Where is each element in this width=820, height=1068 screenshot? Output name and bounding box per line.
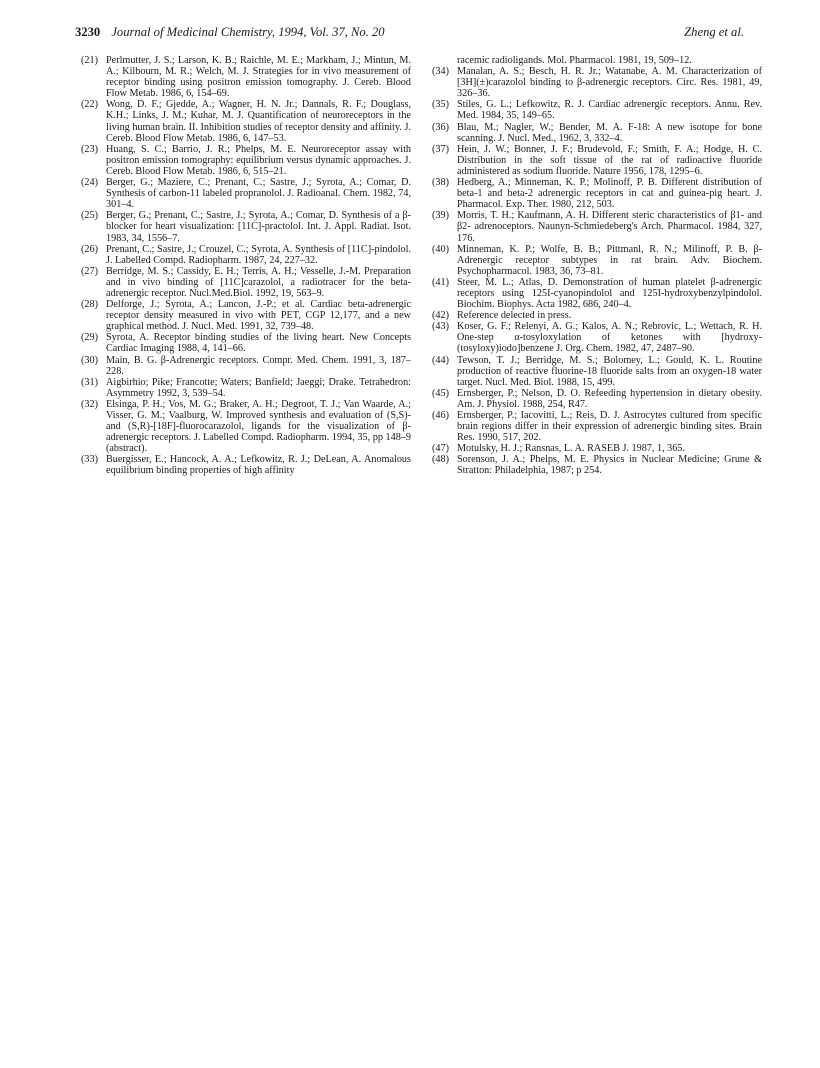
reference-number: (44)	[432, 354, 449, 366]
reference-number: (22)	[81, 99, 98, 111]
reference-item	[432, 210, 762, 243]
reference-text: Huang, S. C.; Barrio, J. R.; Phelps, M. E. Neuroreceptor assay with positron emission tomography: equilibrium versus dynamic approaches. J. Cereb. Blood Flow Metab. 1986, 6, 515–21.	[106, 143, 411, 177]
reference-number: (37)	[432, 143, 449, 155]
reference-text: Tewson, T. J.; Berridge, M. S.; Bolomey, L.; Gould, K. L. Routine production of reactive fluorine-18 fluoride salts from an oxygen-18 water target. Nucl. Med. Biol. 1988, 15, 499.	[457, 354, 762, 388]
reference-continuation: racemic radioligands. Mol. Pharmacol. 1981, 19, 509–12.	[457, 55, 692, 66]
reference-text: Morris, T. H.; Kaufmann, A. H. Different steric characteristics of β1- and β2- adrenoceptors. Naunyn-Schmiedeberg's Arch. Pharmacol. 1984, 327, 176.	[457, 210, 762, 244]
reference-number: (30)	[81, 354, 98, 366]
reference-text: Syrota, A. Receptor binding studies of the living heart. New Concepts Cardiac Imaging 1988, 4, 141–66.	[106, 332, 411, 355]
reference-number: (26)	[81, 243, 98, 255]
reference-item	[432, 310, 762, 321]
reference-number: (33)	[81, 454, 98, 466]
reference-item	[81, 210, 411, 243]
reference-number: (35)	[432, 99, 449, 111]
reference-item	[81, 266, 411, 299]
reference-text: Berger, G.; Prenant, C.; Sastre, J.; Syrota, A.; Comar, D. Synthesis of a β-blocker for heart visualization: [11C]-practolol. Int. J. Appl. Radiat. Isot. 1983, 34, 1556–7.	[106, 210, 411, 244]
reference-number: (23)	[81, 143, 98, 155]
reference-number: (39)	[432, 210, 449, 222]
reference-number: (43)	[432, 321, 449, 333]
reference-item	[432, 144, 762, 177]
reference-item	[432, 410, 762, 443]
reference-text: Koser, G. F.; Relenyi, A. G.; Kalos, A. N.; Rebrovic, L.; Wettach, R. H. One-step α-tosyloxylation of ketones with [hydroxy-(tosyloxy)iodo]benzene J. Org. Chem. 1982, 47, 2487–90.	[457, 321, 762, 355]
reference-item	[432, 66, 762, 99]
reference-item	[81, 399, 411, 454]
reference-text: Steer, M. L.; Atlas, D. Demonstration of human platelet β-adrenergic receptors using 125I-cyanopindolol and 125I-hydroxybenzylpindolol. Biochim. Biophys. Acta 1982, 686, 240–4.	[457, 276, 762, 311]
reference-item	[432, 277, 762, 310]
reference-number: (21)	[81, 55, 98, 66]
reference-text: Perlmutter, J. S.; Larson, K. B.; Raichle, M. E.; Markham, J.; Mintun, M. A.; Kilbourn, M. R.; Welch, M. J. Strategies for in vivo measurement of receptor binding using positron emission tomography. J. Cereb. Blood Flow Metab. 1986, 6, 154–69.	[106, 55, 411, 100]
reference-item	[432, 99, 762, 121]
reference-text: Buergisser, E.; Hancock, A. A.; Lefkowitz, R. J.; DeLean, A. Anomalous equilibrium binding properties of high affinity	[106, 454, 411, 477]
reference-text: Hedberg, A.; Minneman, K. P.; Molinoff, P. B. Different distribution of beta-1 and beta-2 adrenergic receptors in cat and guinea-pig heart. J. Pharmacol. Exp. Ther. 1980, 212, 503.	[457, 177, 762, 211]
reference-item	[81, 177, 411, 210]
reference-item	[432, 443, 762, 454]
reference-number: (48)	[432, 454, 449, 466]
reference-number: (25)	[81, 210, 98, 222]
reference-text: Manalan, A. S.; Besch, H. R. Jr.; Watanabe, A. M. Characterization of [3H](±)carazolol binding to β-adrenergic receptors. Circ. Res. 1981, 49, 326–36.	[457, 66, 762, 100]
running-header	[75, 25, 744, 43]
reference-item	[432, 122, 762, 144]
reference-text: Reference delected in press.	[457, 310, 572, 322]
reference-text: Main, B. G. β-Adrenergic receptors. Compr. Med. Chem. 1991, 3, 187–228.	[106, 354, 411, 377]
reference-item	[81, 299, 411, 332]
reference-item	[432, 244, 762, 277]
reference-item	[81, 332, 411, 354]
reference-item	[81, 99, 411, 143]
reference-item	[432, 388, 762, 410]
reference-number: (36)	[432, 121, 449, 133]
reference-item	[432, 177, 762, 210]
reference-number: (28)	[81, 299, 98, 311]
reference-text: Blau, M.; Nagler, W.; Bender, M. A. F-18: A new isotope for bone scanning. J. Nucl. Med., 1962, 3, 332–4.	[457, 121, 762, 144]
reference-item	[432, 454, 762, 476]
reference-item	[81, 377, 411, 399]
reference-text: Minneman, K. P.; Wolfe, B. B.; Pittmanl, R. N.; Milinoff, P. B. β-Adrenergic receptor subtypes in rat brain. Adv. Biochem. Psychopharmacol. 1983, 36, 73–81.	[457, 243, 762, 277]
reference-text: Berridge, M. S.; Cassidy, E. H.; Terris, A. H.; Vesselle, J.-M. Preparation and in vivo binding of [11C]carazolol, a radiotracer for the beta-adrenergic receptor. Nucl.Med.Biol. 1992, 19, 563–9.	[106, 265, 411, 299]
reference-number: (31)	[81, 376, 98, 388]
reference-text: Berger, G.; Maziere, C.; Prenant, C.; Sastre, J.; Syrota, A.; Comar, D. Synthesis of carbon-11 labeled propranolol. J. Radioanal. Chem. 1982, 74, 301–4.	[106, 177, 411, 211]
page-number: 3230	[75, 25, 101, 39]
reference-text: Delforge, J.; Syrota, A.; Lancon, J.-P.; et al. Cardiac beta-adrenergic receptor density measured in vivo with PET, CGP 12,177, and a new graphical method. J. Nucl. Med. 1991, 32, 739–48.	[106, 299, 411, 333]
reference-number: (41)	[432, 276, 449, 288]
reference-item	[81, 55, 411, 99]
reference-text: Aigbirhio; Pike; Francotte; Waters; Banfield; Jaeggi; Drake. Tetrahedron: Asymmetry 1992, 3, 539–54.	[106, 376, 411, 399]
reference-number: (38)	[432, 177, 449, 189]
reference-text: Hein, J. W.; Bonner, J. F.; Brudevold, F.; Smith, F. A.; Hodge, H. C. Distribution in the soft tissue of the rat of radioactive fluoride administered as sodium fluoride. Nature 1956, 178, 1295–6.	[457, 143, 762, 177]
reference-text: Motulsky, H. J.; Ransnas, L. A. RASEB J. 1987, 1, 365.	[457, 443, 686, 455]
reference-column-right	[432, 55, 762, 477]
reference-item	[81, 454, 411, 476]
reference-item	[81, 244, 411, 266]
reference-text: Wong, D. F.; Gjedde, A.; Wagner, H. N. Jr.; Dannals, R. F.; Douglass, K.H.; Links, J. M.; Kuhar, M. J. Quantification of neuroreceptors in the living human brain. II. Inhibition studies of receptor density and affinity. J. Cereb. Blood Flow Metab. 1986, 6, 147–53.	[106, 99, 411, 144]
reference-text: Elsinga, P. H.; Vos, M. G.; Braker, A. H.; Degroot, T. J.; Van Waarde, A.; Visser, G. M.; Vaalburg, W. Improved synthesis and evaluation of (S,S)- and (S,R)-[18F]-fluorocarazolol, ligands for the visualization of β-adrenergic receptors. J. Labelled Compd. Radiopharm. 1994, 35, pp 148–9 (abstract).	[106, 398, 411, 455]
reference-number: (42)	[432, 310, 449, 322]
reference-text: Ernsberger, P.; Iacovitti, L.; Reis, D. J. Astrocytes cultured from specific brain regions differ in their expression of adrenergic binding sites. Brain Res. 1990, 517, 202.	[457, 410, 762, 444]
reference-number: (27)	[81, 265, 98, 277]
reference-number: (40)	[432, 243, 449, 255]
reference-number: (47)	[432, 443, 449, 455]
reference-number: (45)	[432, 387, 449, 399]
header-left	[75, 25, 385, 40]
reference-number: (34)	[432, 66, 449, 78]
reference-column-left	[81, 55, 411, 477]
reference-text: Sorenson, J. A.; Phelps, M. E. Physics in Nuclear Medicine; Grune & Stratton: Philadelphia, 1987; p 254.	[457, 454, 762, 477]
reference-text: Ernsberger, P.; Nelson, D. O. Refeeding hypertension in dietary obesity. Am. J. Physiol. 1988, 254, R47.	[457, 387, 762, 410]
reference-item	[432, 321, 762, 354]
reference-number: (24)	[81, 177, 98, 189]
reference-number: (32)	[81, 398, 98, 410]
reference-item	[81, 355, 411, 377]
reference-number: (46)	[432, 410, 449, 421]
reference-item	[432, 355, 762, 388]
running-authors: Zheng et al.	[684, 25, 744, 39]
reference-item	[81, 144, 411, 177]
reference-text: Stiles, G. L.; Lefkowitz, R. J. Cardiac adrenergic receptors. Annu. Rev. Med. 1984, 35, 149–65.	[457, 99, 762, 122]
journal-citation: Journal of Medicinal Chemistry, 1994, Vol. 37, No. 20	[111, 25, 385, 39]
reference-text: Prenant, C.; Sastre, J.; Crouzel, C.; Syrota, A. Synthesis of [11C]-pindolol. J. Labelled Compd. Radiopharm. 1987, 24, 227–32.	[106, 243, 411, 266]
reference-number: (29)	[81, 332, 98, 344]
